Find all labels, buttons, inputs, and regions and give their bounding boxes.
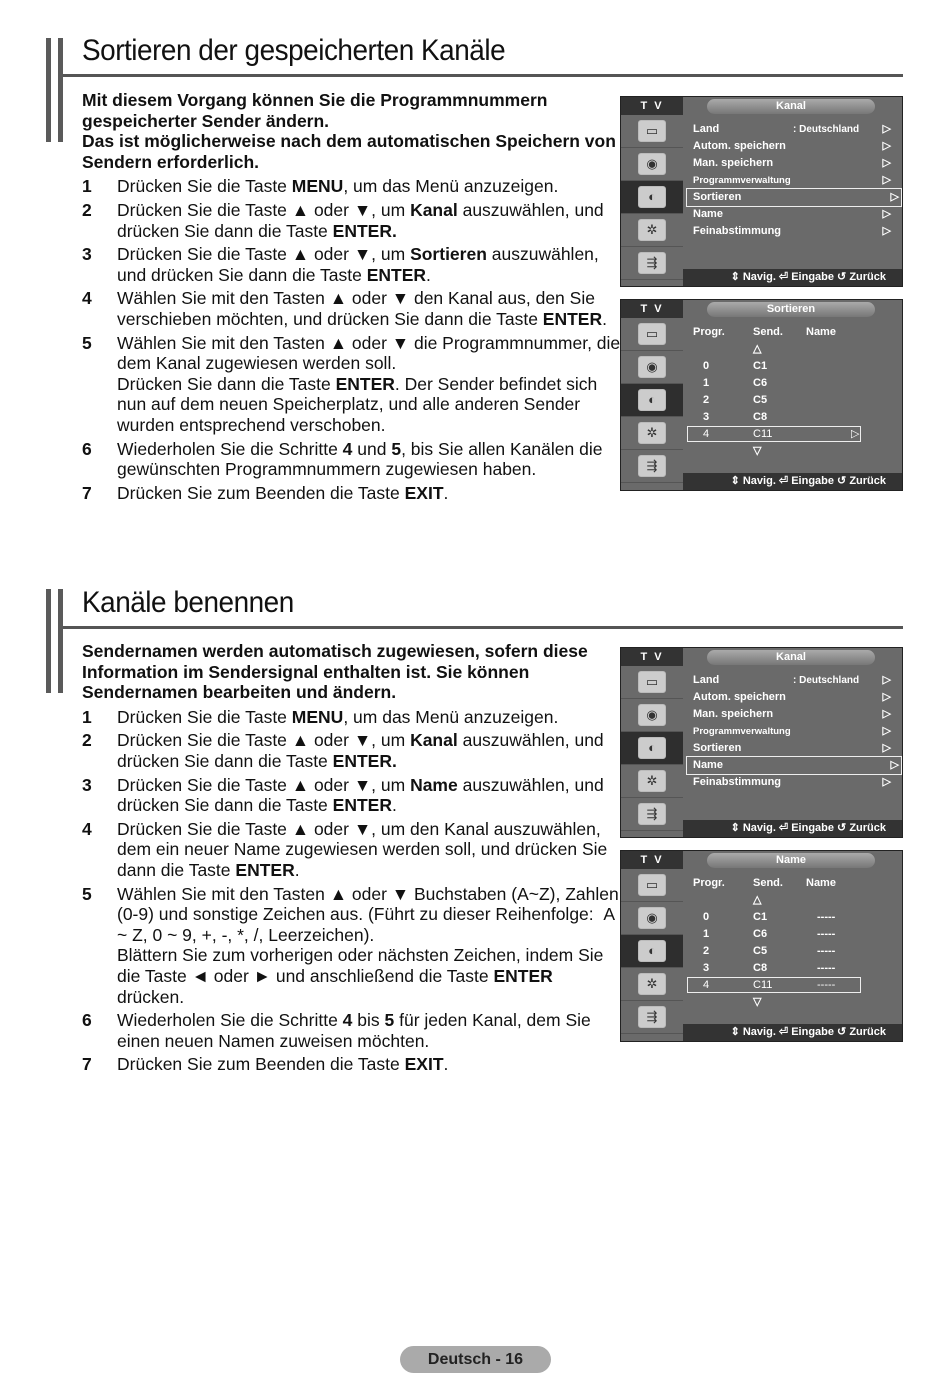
- menu-item-label: Sortieren: [693, 191, 742, 203]
- channel-progr: 1: [703, 928, 710, 940]
- menu-item-label: Man. speichern: [693, 708, 774, 720]
- step-text: Wählen Sie mit den Tasten ▲ oder ▼ die Programmnummer, die dem Kanal zugewiesen werden soll. Drücken Sie dann die Taste ENTER. Der Sender befindet sich nun auf dem neuen Speicherplatz, und alle anderen Sender wurden entsprechend verschoben.: [117, 332, 621, 435]
- osd-sortieren: [620, 299, 903, 491]
- step-item: [82, 333, 622, 436]
- menu-item-sortieren: [693, 740, 893, 757]
- osd-kanal-menu: [620, 647, 903, 838]
- picture-icon: ▭: [621, 666, 683, 699]
- arrow-right-icon: ▷: [882, 674, 891, 686]
- step-text: Drücken Sie zum Beenden die Taste EXIT.: [117, 482, 449, 503]
- tv-tab: T V: [621, 97, 683, 115]
- col-progr: Progr.: [693, 326, 725, 338]
- intro: [82, 90, 622, 172]
- tv-tab: T V: [621, 851, 683, 869]
- menu-item-label: Autom. speichern: [693, 691, 786, 703]
- menu-item-label: Feinabstimmung: [693, 776, 782, 788]
- arrow-right-icon: ▷: [882, 708, 891, 720]
- step-item: [82, 200, 622, 241]
- step-item: [82, 730, 622, 771]
- step-item: [82, 775, 622, 816]
- step-item: [82, 288, 622, 329]
- channel-send: C6: [753, 377, 768, 389]
- step-number: 3: [82, 774, 92, 795]
- menu-item-value: : Deutschland: [793, 124, 860, 135]
- arrow-right-icon: ▷: [882, 776, 891, 788]
- channel-send: C5: [753, 945, 768, 957]
- step-item: [82, 819, 622, 881]
- menu-item-man-speichern: [693, 706, 893, 723]
- osd-menu-items: [693, 121, 899, 240]
- scroll-down-icon: [693, 994, 893, 1011]
- intro-line: Sendernamen werden automatisch zugewiesen, sofern diese Information im Sendersignal enthalten ist. Sie können Sendernamen bearbeiten und ändern.: [82, 641, 588, 703]
- col-name: Name: [806, 877, 836, 889]
- step-number: 2: [82, 730, 92, 751]
- title-rule: [63, 626, 903, 629]
- step-item: [82, 483, 622, 504]
- title-rule: [63, 74, 903, 77]
- menu-item-label: Autom. speichern: [693, 140, 786, 152]
- channel-progr: 3: [703, 962, 710, 974]
- step-text: Drücken Sie die Taste ▲ oder ▼, um den Kanal auszuwählen, dem ein neuer Name zugewiesen werden soll, und drücken Sie dann die Taste ENTER.: [117, 818, 608, 880]
- osd-channel-list: [693, 324, 893, 460]
- step-item: [82, 176, 622, 197]
- osd-kanal-menu: [620, 96, 903, 287]
- selection-box: [687, 426, 861, 442]
- osd-icon-column: [621, 666, 683, 831]
- channel-icon: ◐: [621, 732, 683, 765]
- up-arrow-icon: △: [753, 343, 762, 355]
- step-text: Drücken Sie die Taste ▲ oder ▼, um Sortieren auszuwählen, und drücken Sie dann die Taste ENTER.: [117, 244, 599, 285]
- step-item: [82, 707, 622, 728]
- intro: [82, 641, 622, 703]
- down-arrow-icon: ▽: [753, 445, 762, 457]
- channel-row: [693, 426, 893, 443]
- section-marker: [46, 38, 63, 142]
- step-text: Drücken Sie die Taste ▲ oder ▼, um Kanal auszuwählen, und drücken Sie dann die Taste ENTER.: [117, 730, 604, 771]
- channel-progr: 4: [703, 428, 710, 440]
- channel-send: C1: [753, 360, 768, 372]
- picture-icon: ▭: [621, 115, 683, 148]
- picture-icon: ▭: [621, 869, 683, 902]
- channel-row: [693, 358, 893, 375]
- channel-send: C6: [753, 928, 768, 940]
- step-item: [82, 244, 622, 285]
- section-title: Kanäle benennen: [82, 586, 294, 619]
- osd-footer: ⇕ Navig. ⏎ Eingabe ↺ Zurück: [683, 820, 902, 837]
- tv-tab: T V: [621, 300, 683, 318]
- arrow-right-icon: ▷: [882, 208, 891, 220]
- channel-row: [693, 375, 893, 392]
- osd-icon-column: [621, 318, 683, 483]
- step-list: [82, 707, 622, 1075]
- channel-row: [693, 909, 893, 926]
- up-arrow-icon: △: [753, 894, 762, 906]
- list-header: [693, 875, 893, 892]
- input-icon: ⇶: [621, 450, 683, 483]
- menu-item-label: Name: [693, 759, 723, 771]
- picture-icon: ▭: [621, 318, 683, 351]
- input-icon: ⇶: [621, 798, 683, 831]
- col-send: Send.: [753, 326, 783, 338]
- list-header: [693, 324, 893, 341]
- step-item: [82, 884, 622, 1008]
- osd-menu-items: [693, 672, 899, 791]
- menu-item-programmverwaltung: [693, 172, 893, 189]
- tv-tab: T V: [621, 648, 683, 666]
- menu-item-label: Feinabstimmung: [693, 225, 782, 237]
- step-list: [82, 176, 622, 503]
- menu-item-programmverwaltung: [693, 723, 893, 740]
- step-item: [82, 1054, 622, 1075]
- arrow-right-icon: ▷: [890, 759, 899, 771]
- sound-icon: ◉: [621, 148, 683, 181]
- osd-channel-list: [693, 875, 893, 1011]
- step-number: 4: [82, 288, 92, 309]
- channel-progr: 0: [703, 911, 710, 923]
- input-icon: ⇶: [621, 247, 683, 280]
- step-number: 7: [82, 1054, 92, 1075]
- menu-item-sortieren: [687, 189, 901, 206]
- menu-item-man-speichern: [693, 155, 893, 172]
- input-icon: ⇶: [621, 1001, 683, 1034]
- step-item: [82, 1010, 622, 1051]
- menu-item-label: Programmverwaltung: [693, 726, 791, 737]
- channel-row: [693, 409, 893, 426]
- step-text: Wiederholen Sie die Schritte 4 und 5, bis Sie allen Kanälen die gewünschten Programmnummern zugewiesen haben.: [117, 438, 603, 480]
- intro-line: Mit diesem Vorgang können Sie die Programmnummern gespeicherter Sender ändern.: [82, 90, 548, 131]
- arrow-right-icon: ▷: [882, 174, 891, 186]
- step-text: Drücken Sie die Taste ▲ oder ▼, um Name auszuwählen, und drücken Sie dann die Taste ENTER.: [117, 774, 604, 816]
- step-text: Drücken Sie die Taste MENU, um das Menü anzuzeigen.: [117, 176, 559, 197]
- step-number: 5: [82, 883, 92, 904]
- channel-name: -----: [817, 928, 836, 940]
- arrow-right-icon: ▷: [882, 742, 891, 754]
- arrow-right-icon: ▷: [851, 428, 860, 440]
- scroll-up-icon: [693, 341, 893, 358]
- scroll-down-icon: [693, 443, 893, 460]
- channel-progr: 3: [703, 411, 710, 423]
- page-number: Deutsch - 16: [400, 1346, 551, 1373]
- osd-icon-column: [621, 869, 683, 1034]
- osd-title: Sortieren: [707, 302, 875, 317]
- channel-name: -----: [817, 962, 836, 974]
- channel-name: -----: [817, 911, 836, 923]
- channel-progr: 4: [703, 979, 710, 991]
- osd-footer: ⇕ Navig. ⏎ Eingabe ↺ Zurück: [683, 269, 902, 286]
- menu-item-autom-speichern: [693, 138, 893, 155]
- menu-item-autom-speichern: [693, 689, 893, 706]
- channel-send: C8: [753, 962, 768, 974]
- page-title: Sortieren der gespeicherten Kanäle: [82, 34, 506, 67]
- osd-footer: ⇕ Navig. ⏎ Eingabe ↺ Zurück: [683, 1024, 902, 1041]
- scroll-up-icon: [693, 892, 893, 909]
- step-number: 6: [82, 1010, 92, 1031]
- section2-body: [82, 641, 622, 1078]
- step-number: 4: [82, 818, 92, 839]
- channel-name: -----: [817, 945, 836, 957]
- menu-item-land: [693, 672, 893, 689]
- arrow-right-icon: ▷: [882, 691, 891, 703]
- menu-item-land: [693, 121, 893, 138]
- section1-body: [82, 90, 622, 506]
- arrow-right-icon: ▷: [882, 157, 891, 169]
- menu-item-label: Programmverwaltung: [693, 175, 791, 186]
- step-text: Wählen Sie mit den Tasten ▲ oder ▼ den Kanal aus, den Sie verschieben möchten, und drücken Sie dann die Taste ENTER.: [117, 288, 607, 329]
- channel-name: -----: [817, 979, 836, 991]
- down-arrow-icon: ▽: [753, 996, 762, 1008]
- step-number: 6: [82, 438, 92, 459]
- channel-row: [693, 926, 893, 943]
- menu-item-name: [687, 757, 901, 774]
- menu-item-feinabstimmung: [693, 774, 893, 791]
- step-text: Wiederholen Sie die Schritte 4 bis 5 für jeden Kanal, dem Sie einen neuen Namen zuweisen möchten.: [117, 1010, 591, 1051]
- arrow-right-icon: ▷: [882, 225, 891, 237]
- arrow-right-icon: ▷: [882, 123, 891, 135]
- step-text: Drücken Sie zum Beenden die Taste EXIT.: [117, 1054, 449, 1075]
- osd-title: Kanal: [707, 99, 875, 114]
- arrow-right-icon: ▷: [882, 140, 891, 152]
- col-name: Name: [806, 326, 836, 338]
- step-number: 1: [82, 176, 92, 197]
- sound-icon: ◉: [621, 351, 683, 384]
- menu-item-label: Sortieren: [693, 742, 742, 754]
- channel-icon: ◐: [621, 384, 683, 417]
- channel-progr: 2: [703, 394, 710, 406]
- channel-send: C11: [753, 979, 773, 991]
- channel-icon: ◐: [621, 181, 683, 214]
- menu-item-label: Name: [693, 208, 723, 220]
- setup-icon: ✲: [621, 968, 683, 1001]
- channel-row: [693, 392, 893, 409]
- step-number: 3: [82, 244, 92, 265]
- channel-send: C8: [753, 411, 768, 423]
- channel-send: C1: [753, 911, 768, 923]
- arrow-right-icon: ▷: [890, 191, 899, 203]
- step-text: Drücken Sie die Taste MENU, um das Menü anzuzeigen.: [117, 706, 559, 727]
- setup-icon: ✲: [621, 417, 683, 450]
- setup-icon: ✲: [621, 214, 683, 247]
- sound-icon: ◉: [621, 699, 683, 732]
- osd-icon-column: [621, 115, 683, 280]
- channel-progr: 0: [703, 360, 710, 372]
- menu-item-name: [693, 206, 893, 223]
- channel-icon: ◐: [621, 935, 683, 968]
- section-marker: [46, 589, 63, 693]
- col-send: Send.: [753, 877, 783, 889]
- osd-title: Name: [707, 853, 875, 868]
- menu-item-value: : Deutschland: [793, 675, 860, 686]
- osd-footer: ⇕ Navig. ⏎ Eingabe ↺ Zurück: [683, 473, 902, 490]
- step-number: 5: [82, 332, 92, 353]
- step-item: [82, 439, 622, 480]
- menu-item-feinabstimmung: [693, 223, 893, 240]
- col-progr: Progr.: [693, 877, 725, 889]
- intro-line: Das ist möglicherweise nach dem automatischen Speichern von Sendern erforderlich.: [82, 131, 616, 172]
- channel-row: [693, 977, 893, 994]
- menu-item-label: Land: [693, 674, 720, 686]
- osd-name: [620, 850, 903, 1042]
- step-number: 2: [82, 199, 92, 220]
- step-number: 7: [82, 482, 92, 503]
- sound-icon: ◉: [621, 902, 683, 935]
- osd-title: Kanal: [707, 650, 875, 665]
- setup-icon: ✲: [621, 765, 683, 798]
- channel-send: C5: [753, 394, 768, 406]
- channel-progr: 2: [703, 945, 710, 957]
- step-text: Drücken Sie die Taste ▲ oder ▼, um Kanal auszuwählen, und drücken Sie dann die Taste ENTER.: [117, 199, 604, 241]
- arrow-right-icon: ▷: [882, 725, 891, 737]
- channel-send: C11: [753, 428, 773, 440]
- channel-progr: 1: [703, 377, 710, 389]
- menu-item-label: Land: [693, 123, 720, 135]
- step-number: 1: [82, 706, 92, 727]
- menu-item-label: Man. speichern: [693, 157, 774, 169]
- step-text: Wählen Sie mit den Tasten ▲ oder ▼ Buchstaben (A~Z), Zahlen (0-9) und sonstige Zeichen aus. (Führt zu dieser Reihenfolge: A ~ Z, 0 ~ 9, +, -, *, /, Leerzeichen). Blättern Sie zum vorherigen oder nächsten Zeichen, indem Sie die Taste ◄ oder ► und anschließend die Taste ENTER drücken.: [117, 883, 619, 1007]
- channel-row: [693, 943, 893, 960]
- channel-row: [693, 960, 893, 977]
